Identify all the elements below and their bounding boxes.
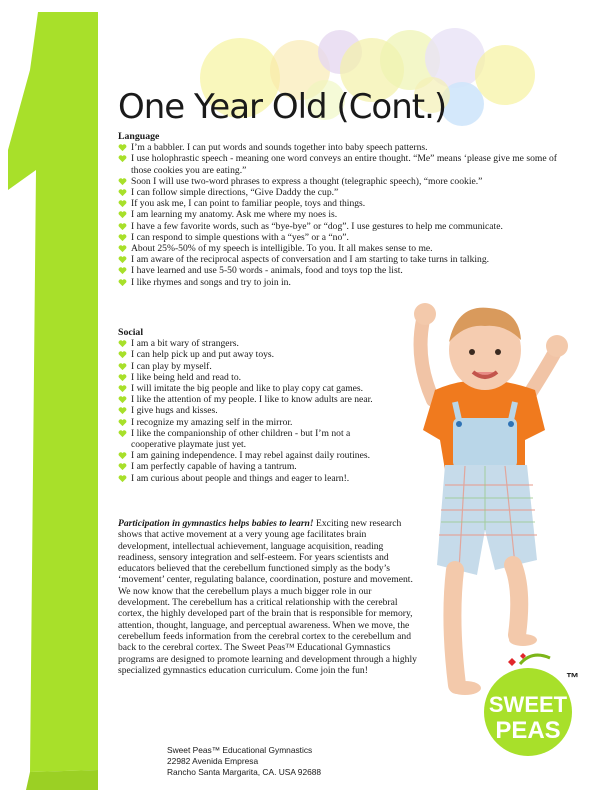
heart-icon (118, 362, 127, 371)
list-item: I like rhymes and songs and try to join in. (118, 277, 558, 288)
heart-icon (118, 244, 127, 253)
heart-icon (118, 406, 127, 415)
heart-icon (118, 373, 127, 382)
list-item: I am aware of the reciprocal aspects of conversation and I am starting to take turns in talking. (118, 254, 558, 265)
sweet-peas-logo (480, 650, 576, 760)
list-item: I like the companionship of other children - but I’m not a cooperative playmate just yet. (118, 428, 383, 450)
heart-icon (118, 462, 127, 471)
list-item: I like being held and read to. (118, 372, 383, 383)
list-item: I can help pick up and put away toys. (118, 349, 383, 360)
heart-icon (118, 278, 127, 287)
logo-word-peas: PEAS (495, 717, 561, 744)
heart-icon (118, 199, 127, 208)
heart-icon (118, 429, 127, 438)
list-item: I give hugs and kisses. (118, 405, 383, 416)
heart-icon (118, 143, 127, 152)
list-item: I can respond to simple questions with a “yes” or a “no”. (118, 232, 558, 243)
heart-icon (118, 154, 127, 163)
footer-line-city: Rancho Santa Margarita, CA. USA 92688 (167, 767, 322, 777)
participation-lead: Participation in gymnastics helps babies to learn! (118, 518, 314, 529)
heart-icon (118, 395, 127, 404)
list-item: I will imitate the big people and like to play copy cat games. (118, 383, 383, 394)
heart-icon (118, 255, 127, 264)
heart-icon (118, 222, 127, 231)
footer-line-company: Sweet Peas™ Educational Gymnastics (167, 745, 313, 755)
list-item: I am curious about people and things and eager to learn!. (118, 473, 383, 484)
social-section (118, 327, 383, 484)
list-item: I have a few favorite words, such as “bye-bye” or “dog”. I use gestures to help me communicate. (118, 221, 558, 232)
language-heading: Language (118, 131, 160, 142)
participation-body: Exciting new research shows that active movement at a very young age facilitates brain development, intellectual achievement, language acquisition, reading readiness, sensory integration and self-esteem. For years scientists and educators believed that the cerebellum functioned simply as the body’s ‘movement’ center, regulating balance, coordination, posture and movement. We now know that the cerebellum plays a much bigger role in our development. The cerebellum has a critical relationship with the cerebral cortex, the highly developed part of the brain that is responsible for memory, attention, thought, language, and perceptual awareness. When we move, the cerebellum feeds information from the cerebral cortex to the cerebellum and back to the cerebral cortex. The Sweet Peas™ Educational Gymnastics programs are designed to promote learning and development through a highly specialized gymnastics education curriculum. Come join the fun! (118, 518, 417, 676)
language-list (118, 142, 558, 288)
logo-word-sweet: SWEET (488, 692, 568, 717)
toddler-photo (385, 290, 585, 710)
list-item: About 25%-50% of my speech is intelligible. To you. It all makes sense to me. (118, 243, 558, 254)
heart-icon (118, 210, 127, 219)
list-item: I recognize my amazing self in the mirror. (118, 417, 383, 428)
list-item: I am gaining independence. I may rebel against daily routines. (118, 450, 383, 461)
heart-icon (118, 266, 127, 275)
list-item: I use holophrastic speech - meaning one word conveys an entire thought. “Me” means ‘please give me some of those cookies you are eating.” (118, 153, 558, 175)
list-item: I like the attention of my people. I like to know adults are near. (118, 394, 383, 405)
social-heading: Social (118, 327, 144, 338)
list-item: Soon I will use two-word phrases to express a thought (telegraphic speech), “more cookie.” (118, 176, 558, 187)
heart-icon (118, 177, 127, 186)
list-item: I am perfectly capable of having a tantrum. (118, 461, 383, 472)
list-item: I can follow simple directions, “Give Daddy the cup.” (118, 187, 558, 198)
trademark-symbol: ™ (566, 670, 579, 685)
participation-paragraph (118, 518, 418, 676)
language-section (118, 131, 558, 288)
page-title: One Year Old (Cont.) (118, 86, 447, 127)
list-item: I’m a babbler. I can put words and sounds together into baby speech patterns. (118, 142, 558, 153)
heart-icon (118, 188, 127, 197)
list-item: I am a bit wary of strangers. (118, 338, 383, 349)
heart-icon (118, 233, 127, 242)
footer-address (167, 745, 321, 778)
heart-icon (118, 418, 127, 427)
list-item: I have learned and use 5-50 words - animals, food and toys top the list. (118, 265, 558, 276)
heart-icon (118, 350, 127, 359)
social-list (118, 338, 383, 484)
list-item: I can play by myself. (118, 361, 383, 372)
heart-icon (118, 474, 127, 483)
list-item: I am learning my anatomy. Ask me where my noes is. (118, 209, 558, 220)
heart-icon (118, 451, 127, 460)
list-item: If you ask me, I can point to familiar people, toys and things. (118, 198, 558, 209)
large-numeral-one (0, 0, 110, 790)
heart-icon (118, 339, 127, 348)
heart-icon (118, 384, 127, 393)
footer-line-street: 22982 Avenida Empresa (167, 756, 259, 766)
